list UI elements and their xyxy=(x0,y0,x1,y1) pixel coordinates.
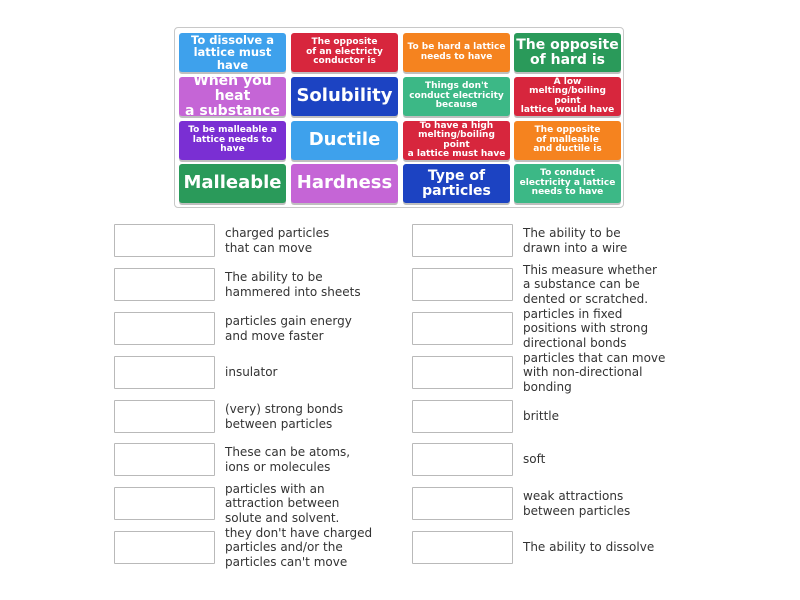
drop-zone[interactable] xyxy=(412,487,513,520)
match-description: they don't have charged particles and/or the particles can't move xyxy=(225,525,373,569)
match-description: (very) strong bonds between particles xyxy=(225,402,344,431)
match-description: charged particles that can move xyxy=(225,226,330,255)
match-description: These can be atoms, ions or molecules xyxy=(225,445,351,474)
answer-tile[interactable]: Solubility xyxy=(291,77,398,116)
answer-tile[interactable]: Hardness xyxy=(291,164,398,203)
match-description: particles gain energy and move faster xyxy=(225,314,352,343)
drop-zone[interactable] xyxy=(114,224,215,257)
match-description: particles with an attraction between solute and solvent. xyxy=(225,481,340,525)
drop-zone[interactable] xyxy=(412,531,513,564)
match-description: soft xyxy=(523,452,546,467)
drop-zone[interactable] xyxy=(412,224,513,257)
answer-tile[interactable]: To conduct electricity a lattice needs to have xyxy=(514,164,621,203)
answer-tile[interactable]: The opposite of an electricty conductor is xyxy=(291,33,398,72)
answer-tile[interactable]: Ductile xyxy=(291,121,398,160)
answer-tile[interactable]: The opposite of hard is xyxy=(514,33,621,72)
match-description: insulator xyxy=(225,365,278,380)
drop-zone[interactable] xyxy=(114,268,215,301)
match-description: weak attractions between particles xyxy=(523,489,631,518)
drop-zone[interactable] xyxy=(412,312,513,345)
answer-tile[interactable]: Type of particles xyxy=(403,164,510,203)
drop-zone[interactable] xyxy=(114,531,215,564)
answer-tile[interactable]: To dissolve a lattice must have xyxy=(179,33,286,72)
match-description: particles that can move with non-directional bonding xyxy=(523,350,666,394)
answer-tile[interactable]: To have a high melting/boiling point a lattice must have xyxy=(403,121,510,160)
match-description: The ability to be drawn into a wire xyxy=(523,226,628,255)
drop-zone[interactable] xyxy=(412,443,513,476)
answer-tile[interactable]: Malleable xyxy=(179,164,286,203)
drop-zone[interactable] xyxy=(114,356,215,389)
answer-tile[interactable]: A low melting/boiling point lattice would have xyxy=(514,77,621,116)
drop-zone[interactable] xyxy=(412,356,513,389)
drop-zone[interactable] xyxy=(114,487,215,520)
match-description: This measure whether a substance can be dented or scratched. xyxy=(523,262,657,306)
drop-zone[interactable] xyxy=(412,400,513,433)
answer-tile[interactable]: To be malleable a lattice needs to have xyxy=(179,121,286,160)
answer-tile[interactable]: The opposite of malleable and ductile is xyxy=(514,121,621,160)
answer-tile[interactable]: When you heat a substance xyxy=(179,77,286,116)
drop-zone[interactable] xyxy=(114,400,215,433)
match-description: The ability to dissolve xyxy=(523,540,655,555)
match-description: brittle xyxy=(523,409,560,424)
drop-zone[interactable] xyxy=(114,443,215,476)
match-description: The ability to be hammered into sheets xyxy=(225,270,361,299)
match-description: particles in fixed positions with strong directional bonds xyxy=(523,306,649,350)
answer-tile[interactable]: Things don't conduct electricity because xyxy=(403,77,510,116)
answer-tile[interactable]: To be hard a lattice needs to have xyxy=(403,33,510,72)
drop-zone[interactable] xyxy=(114,312,215,345)
drop-zone[interactable] xyxy=(412,268,513,301)
